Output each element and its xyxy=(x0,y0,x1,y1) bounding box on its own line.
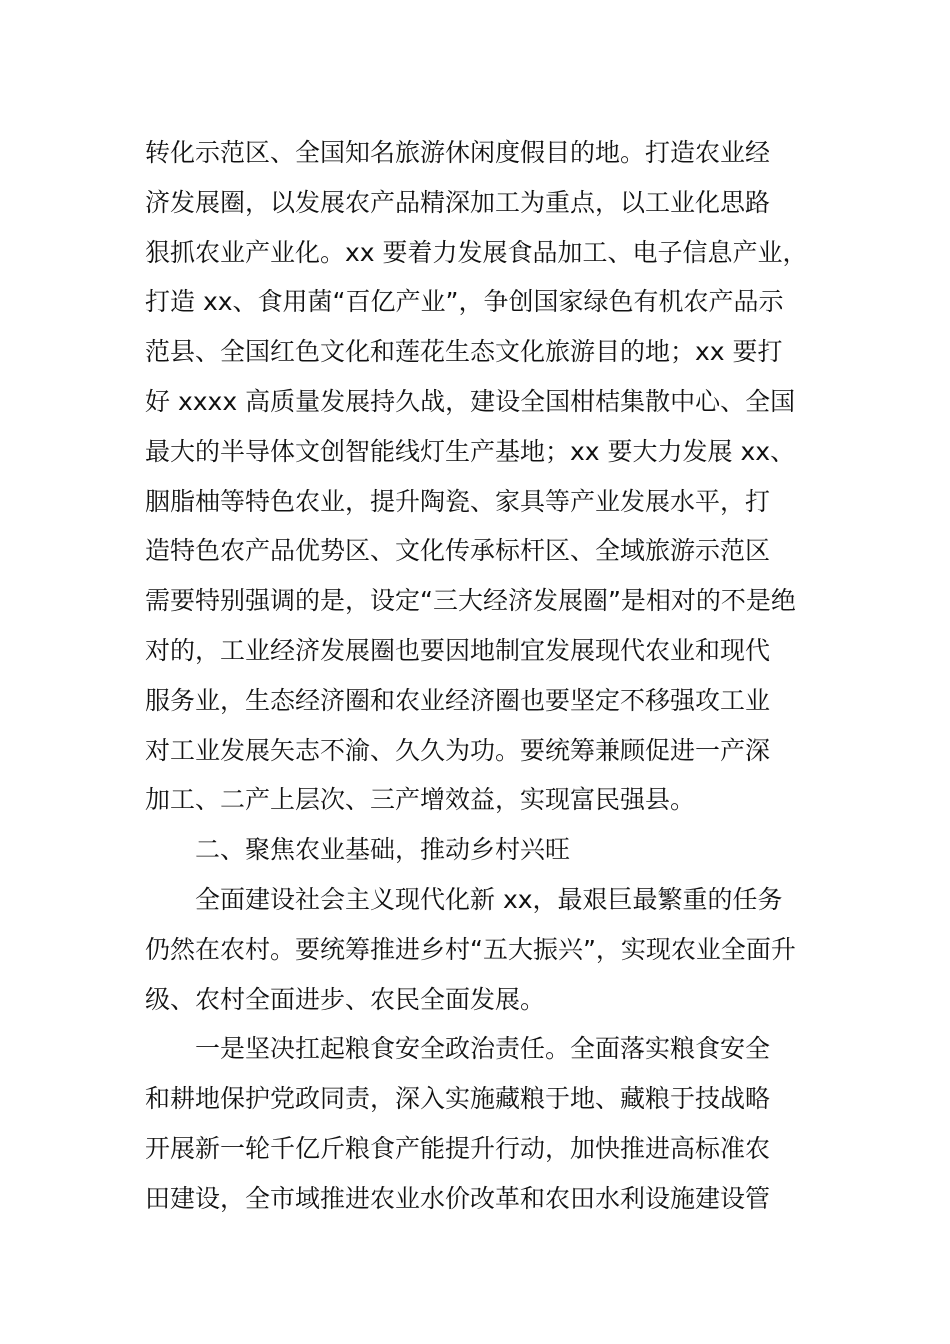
text-line: 转化示范区、全国知名旅游休闲度假目的地。打造农业经 xyxy=(145,138,771,167)
text-line: 加工、二产上层次、三产增效益，实现富民强县。 xyxy=(145,785,696,815)
text-line: 需要特别强调的是，设定“三大经济发展圈”是相对的不是绝 xyxy=(145,586,796,616)
text-line: 狠抓农业产业化。xx 要着力发展食品加工、电子信息产业， xyxy=(145,237,808,267)
text-line: 好 xxxx 高质量发展持久战，建设全国柑桔集散中心、全国 xyxy=(145,386,796,416)
text-line: 济发展圈，以发展农产品精深加工为重点，以工业化思路 xyxy=(145,187,771,217)
text-line: 造特色农产品优势区、文化传承标杆区、全域旅游示范区 xyxy=(145,536,771,566)
text-line: 一是坚决扛起粮食安全政治责任。全面落实粮食安全 xyxy=(195,1034,771,1064)
text-line: 开展新一轮千亿斤粮食产能提升行动，加快推进高标准农 xyxy=(145,1133,771,1163)
text-line: 对的，工业经济发展圈也要因地制宜发展现代农业和现代 xyxy=(145,635,771,665)
text-line: 全面建设社会主义现代化新 xx，最艰巨最繁重的任务 xyxy=(195,884,783,914)
body-text xyxy=(145,128,825,1224)
text-line: 和耕地保护党政同责，深入实施藏粮于地、藏粮于技战略 xyxy=(145,1084,771,1114)
text-line: 打造 xx、食用菌“百亿产业”，争创国家绿色有机农产品示 xyxy=(145,287,784,317)
text-line: 最大的半导体文创智能线灯生产基地；xx 要大力发展 xx、 xyxy=(145,436,796,466)
section-heading: 二、聚焦农业基础，推动乡村兴旺 xyxy=(195,835,571,865)
text-line: 对工业发展矢志不渝、久久为功。要统筹兼顾促进一产深 xyxy=(145,735,771,765)
text-line: 胭脂柚等特色农业，提升陶瓷、家具等产业发展水平，打 xyxy=(145,486,771,516)
text-line: 仍然在农村。要统筹推进乡村“五大振兴”，实现农业全面升 xyxy=(145,934,796,964)
text-line: 田建设，全市域推进农业水价改革和农田水利设施建设管 xyxy=(145,1183,771,1213)
text-line: 服务业，生态经济圈和农业经济圈也要坚定不移强攻工业 xyxy=(145,685,771,715)
text-line: 级、农村全面进步、农民全面发展。 xyxy=(145,984,546,1014)
text-line: 范县、全国红色文化和莲花生态文化旅游目的地；xx 要打 xyxy=(145,337,783,367)
